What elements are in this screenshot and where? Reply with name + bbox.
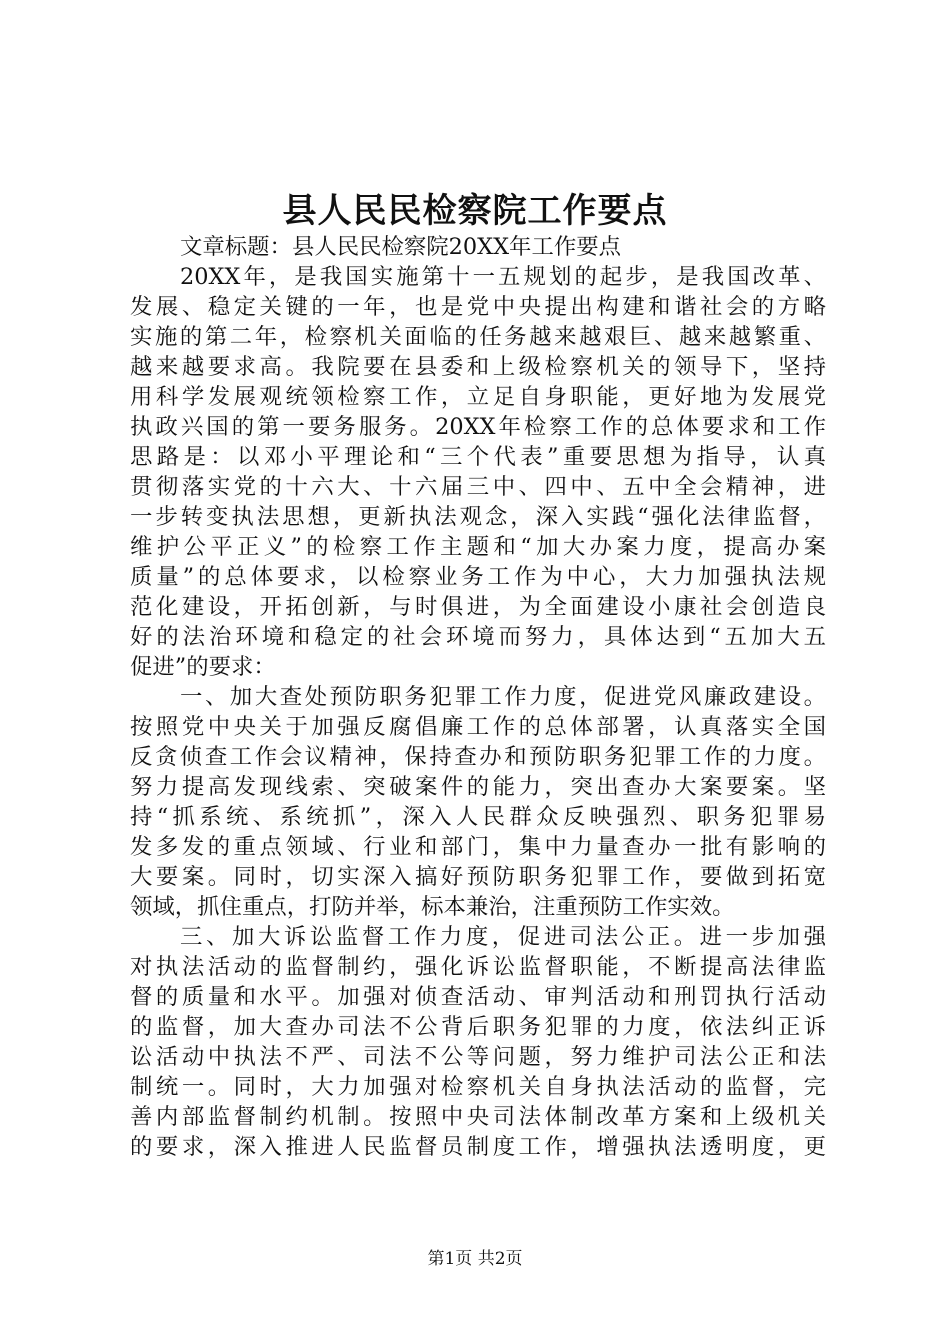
paragraph-line: 发展、稳定关键的一年，也是党中央提出构建和谐社会的方略: [130, 294, 826, 320]
paragraph-line: 三、加大诉讼监督工作力度，促进司法公正。进一步加强: [180, 924, 826, 950]
paragraph-line: 好的法治环境和稳定的社会环境而努力，具体达到“五加大五: [130, 624, 826, 650]
paragraph-line: 促进”的要求：: [130, 654, 276, 680]
paragraph-line: 对执法活动的监督制约，强化诉讼监督职能，不断提高法律监: [130, 954, 826, 980]
paragraph-line: 贯彻落实党的十六大、十六届三中、四中、五中全会精神，进: [130, 474, 826, 500]
paragraph-line: 一步转变执法思想，更新执法观念，深入实践“强化法律监督，: [130, 504, 826, 530]
paragraph-line: 维护公平正义”的检察工作主题和“加大办案力度，提高办案: [130, 534, 826, 560]
paragraph-line: 范化建设，开拓创新，与时俱进，为全面建设小康社会创造良: [130, 594, 826, 620]
paragraph-line: 善内部监督制约机制。按照中央司法体制改革方案和上级机关: [130, 1104, 826, 1130]
paragraph-line: 20XX年，是我国实施第十一五规划的起步，是我国改革、: [180, 264, 826, 290]
paragraph-line: 讼活动中执法不严、司法不公等问题，努力维护司法公正和法: [130, 1044, 826, 1070]
paragraph-line: 用科学发展观统领检察工作，立足自身职能，更好地为发展党: [130, 384, 826, 410]
paragraph-line: 大要案。同时，切实深入搞好预防职务犯罪工作，要做到拓宽: [130, 864, 826, 890]
paragraph-line: 持“抓系统、系统抓”，深入人民群众反映强烈、职务犯罪易: [130, 804, 826, 830]
paragraph-line: 发多发的重点领域、行业和部门，集中力量查办一批有影响的: [130, 834, 826, 860]
article-title-line: 文章标题：县人民民检察院20XX年工作要点: [180, 234, 622, 260]
paragraph-line: 思路是：以邓小平理论和“三个代表”重要思想为指导，认真: [130, 444, 826, 470]
paragraph-line: 实施的第二年，检察机关面临的任务越来越艰巨、越来越繁重、: [130, 324, 826, 350]
paragraph-line: 的监督，加大查办司法不公背后职务犯罪的力度，依法纠正诉: [130, 1014, 826, 1040]
paragraph-line: 执政兴国的第一要务服务。20XX年检察工作的总体要求和工作: [130, 414, 826, 440]
paragraph-line: 制统一。同时，大力加强对检察机关自身执法活动的监督，完: [130, 1074, 826, 1100]
paragraph-line: 领域，抓住重点，打防并举，标本兼治，注重预防工作实效。: [130, 894, 735, 920]
paragraph-line: 反贪侦查工作会议精神，保持查办和预防职务犯罪工作的力度。: [130, 744, 826, 770]
page-title: 县人民民检察院工作要点: [282, 191, 668, 231]
page-indicator: 第1页 共2页: [427, 1249, 523, 1269]
paragraph-line: 按照党中央关于加强反腐倡廉工作的总体部署，认真落实全国: [130, 714, 826, 740]
paragraph-line: 质量”的总体要求，以检察业务工作为中心，大力加强执法规: [130, 564, 826, 590]
document-body: [130, 232, 826, 1162]
paragraph-line: 一、加大查处预防职务犯罪工作力度，促进党风廉政建设。: [180, 684, 826, 710]
paragraph-line: 的要求，深入推进人民监督员制度工作，增强执法透明度，更: [130, 1134, 826, 1160]
paragraph-line: 努力提高发现线索、突破案件的能力，突出查办大案要案。坚: [130, 774, 826, 800]
paragraph-line: 越来越要求高。我院要在县委和上级检察机关的领导下，坚持: [130, 354, 826, 380]
paragraph-line: 督的质量和水平。加强对侦查活动、审判活动和刑罚执行活动: [130, 984, 826, 1010]
